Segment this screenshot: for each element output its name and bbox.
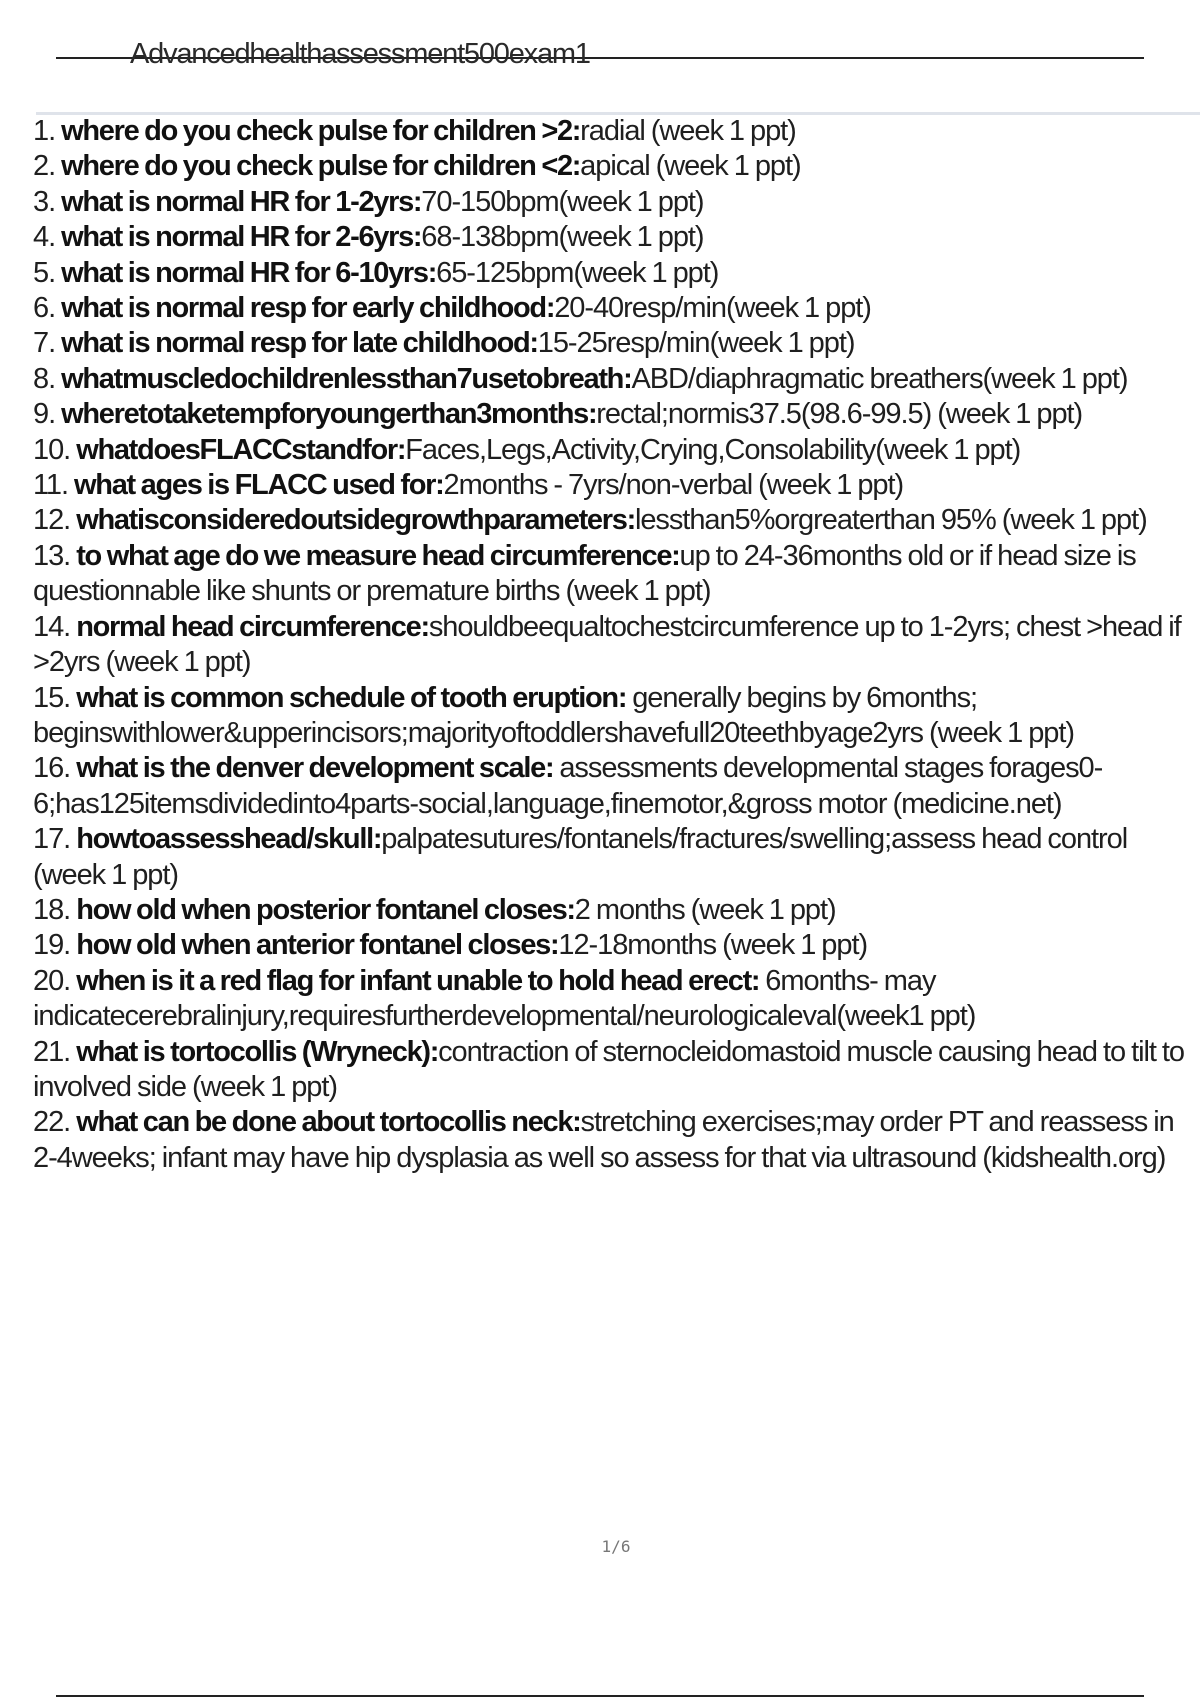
list-item bbox=[33, 291, 1200, 326]
answer-text: 2months - 7yrs/non-verbal (week 1 ppt) bbox=[443, 469, 904, 502]
question-text: what is common schedule of tooth eruption: bbox=[76, 681, 627, 714]
answer-text: up to 24-36months old or if head size is questionnable like shunts or premature births (week 1 ppt) bbox=[33, 539, 1136, 608]
question-text: what is the denver development scale: bbox=[76, 752, 554, 785]
item-number: 13. bbox=[33, 539, 71, 572]
item-number: 10. bbox=[33, 433, 71, 466]
answer-text: 70-150bpm(week 1 ppt) bbox=[421, 185, 704, 218]
item-number: 6. bbox=[33, 292, 56, 325]
question-text: what is normal resp for early childhood: bbox=[61, 292, 555, 325]
answer-text: lessthan5%orgreaterthan 95% (week 1 ppt) bbox=[634, 504, 1147, 537]
question-text: whatmuscledochildrenlessthan7usetobreath: bbox=[61, 362, 632, 395]
list-item bbox=[33, 114, 1200, 149]
answer-text: 65-125bpm(week 1 ppt) bbox=[436, 256, 719, 289]
answer-text: radial (week 1 ppt) bbox=[580, 115, 796, 147]
list-item bbox=[33, 610, 1200, 681]
item-number: 8. bbox=[33, 362, 56, 395]
question-text: where do you check pulse for children >2: bbox=[61, 115, 581, 147]
item-number: 15. bbox=[33, 681, 71, 714]
list-item bbox=[33, 149, 1200, 184]
item-number: 11. bbox=[33, 469, 69, 502]
answer-text: contraction of sternocleidomastoid muscle causing head to tilt to involved side (week 1 ppt) bbox=[33, 1035, 1184, 1103]
question-list bbox=[33, 114, 1200, 1176]
list-item bbox=[33, 928, 1200, 963]
list-item bbox=[33, 539, 1200, 610]
list-item bbox=[33, 751, 1200, 822]
question-text: to what age do we measure head circumference: bbox=[76, 539, 680, 572]
list-item bbox=[33, 503, 1200, 538]
item-number: 1. bbox=[33, 115, 56, 147]
answer-text: apical (week 1 ppt) bbox=[580, 150, 801, 183]
list-item bbox=[33, 220, 1200, 255]
item-number: 16. bbox=[33, 752, 71, 785]
page-number: 1/6 bbox=[601, 1537, 631, 1556]
list-item bbox=[33, 1105, 1200, 1176]
list-item bbox=[33, 397, 1200, 432]
answer-text: 2 months (week 1 ppt) bbox=[574, 893, 836, 926]
list-item bbox=[33, 1035, 1200, 1106]
question-text: what is normal HR for 6-10yrs: bbox=[61, 256, 437, 289]
answer-text: 12-18months (week 1 ppt) bbox=[558, 929, 868, 962]
question-text: what ages is FLACC used for: bbox=[74, 469, 444, 502]
item-number: 21. bbox=[33, 1035, 71, 1068]
question-text: what is normal HR for 2-6yrs: bbox=[61, 221, 422, 254]
question-text: whatdoesFLACCstandfor: bbox=[76, 433, 406, 466]
question-text: how old when anterior fontanel closes: bbox=[76, 929, 559, 962]
question-text: howtoassesshead/skull: bbox=[76, 823, 382, 856]
list-item bbox=[33, 256, 1200, 291]
item-number: 19. bbox=[33, 929, 71, 962]
answer-text: 20-40resp/min(week 1 ppt) bbox=[554, 292, 871, 325]
question-text: what is tortocollis (Wryneck): bbox=[76, 1035, 439, 1068]
answer-text: ABD/diaphragmatic breathers(week 1 ppt) bbox=[631, 362, 1128, 395]
item-number: 2. bbox=[33, 150, 56, 183]
item-number: 18. bbox=[33, 893, 71, 926]
question-text: wheretotaketempforyoungerthan3months: bbox=[61, 398, 597, 431]
answer-text: 15-25resp/min(week 1 ppt) bbox=[537, 327, 855, 360]
list-item bbox=[33, 468, 1200, 503]
list-item bbox=[33, 893, 1200, 928]
list-item bbox=[33, 964, 1200, 1035]
question-text: what is normal resp for late childhood: bbox=[61, 327, 538, 360]
item-number: 7. bbox=[33, 327, 56, 360]
item-number: 20. bbox=[33, 964, 71, 997]
item-number: 5. bbox=[33, 256, 56, 289]
answer-text: 6months- may indicatecerebralinjury,requiresfurtherdevelopmental/neurologicaleval(week1 ppt) bbox=[33, 964, 976, 1033]
answer-text: 68-138bpm(week 1 ppt) bbox=[421, 221, 704, 254]
list-item bbox=[33, 185, 1200, 220]
item-number: 17. bbox=[33, 823, 71, 856]
question-text: how old when posterior fontanel closes: bbox=[76, 893, 575, 926]
list-item bbox=[33, 433, 1200, 468]
item-number: 4. bbox=[33, 221, 56, 254]
question-text: where do you check pulse for children <2: bbox=[61, 150, 581, 183]
item-number: 14. bbox=[33, 610, 71, 643]
footer-rule bbox=[56, 1695, 1144, 1697]
list-item bbox=[33, 681, 1200, 752]
question-text: what is normal HR for 1-2yrs: bbox=[61, 185, 422, 218]
list-item bbox=[33, 362, 1200, 397]
answer-text: generally begins by 6months; beginswithlower&upperincisors;majorityoftoddlershavefull20teethbyage2yrs (week 1 ppt) bbox=[33, 681, 1074, 749]
answer-text: shouldbeequaltochestcircumference up to 1-2yrs; chest >head if >2yrs (week 1 ppt) bbox=[33, 610, 1181, 679]
item-number: 9. bbox=[33, 398, 56, 431]
answer-text: Faces,Legs,Activity,Crying,Consolability(week 1 ppt) bbox=[405, 433, 1021, 466]
question-text: whatisconsideredoutsidegrowthparameters: bbox=[76, 504, 635, 537]
answer-text: stretching exercises;may order PT and reassess in 2-4weeks; infant may have hip dysplasia as well so assess for that via ultrasound (kidshealth.org) bbox=[33, 1106, 1174, 1174]
answer-text: palpatesutures/fontanels/fractures/swelling;assess head control (week 1 ppt) bbox=[33, 823, 1128, 891]
document-title: Advancedhealthassessment500exam1 bbox=[130, 38, 590, 70]
item-number: 12. bbox=[33, 504, 71, 537]
list-item bbox=[33, 326, 1200, 361]
answer-text: rectal;normis37.5(98.6-99.5) (week 1 ppt) bbox=[596, 398, 1083, 431]
item-number: 22. bbox=[33, 1106, 71, 1139]
list-item bbox=[33, 822, 1200, 893]
answer-text: assessments developmental stages forages0-6;has125itemsdividedinto4parts-social,language,finemotor,&gross motor (medicine.net) bbox=[33, 752, 1103, 820]
question-text: normal head circumference: bbox=[76, 610, 429, 643]
question-text: when is it a red flag for infant unable to hold head erect: bbox=[76, 964, 760, 997]
question-text: what can be done about tortocollis neck: bbox=[76, 1106, 581, 1139]
item-number: 3. bbox=[33, 185, 56, 218]
